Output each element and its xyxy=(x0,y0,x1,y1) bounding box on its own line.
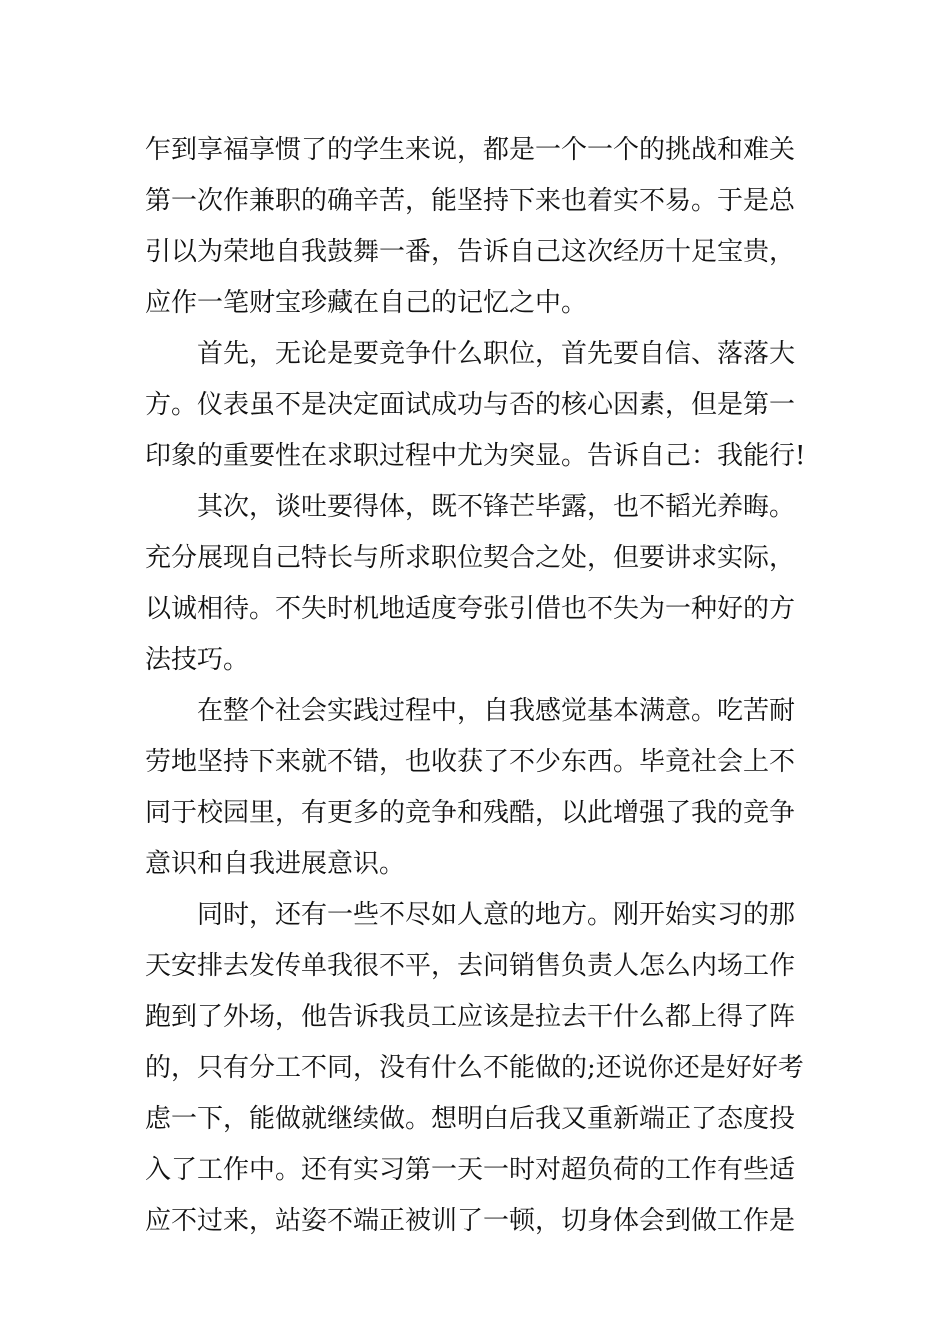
text-line: 的，只有分工不同，没有什么不能做的;还说你还是好好考 xyxy=(145,1053,804,1083)
text-line: 入了工作中。还有实习第一天一时对超负荷的工作有些适 xyxy=(145,1155,796,1185)
text-line: 印象的重要性在求职过程中尤为突显。告诉自己：我能行! xyxy=(145,441,806,471)
text-line: 法技巧。 xyxy=(145,645,250,675)
paragraph-first-line: 首先，无论是要竞争什么职位，首先要自信、落落大 xyxy=(197,339,796,369)
text-line: 意识和自我进展意识。 xyxy=(145,849,406,879)
paragraph-first-line: 同时，还有一些不尽如人意的地方。刚开始实习的那 xyxy=(197,900,796,930)
text-line: 同于校园里，有更多的竞争和残酷，以此增强了我的竞争 xyxy=(145,798,796,828)
text-line: 第一次作兼职的确辛苦，能坚持下来也着实不易。于是总 xyxy=(145,186,796,216)
text-line: 劳地坚持下来就不错，也收获了不少东西。毕竟社会上不 xyxy=(145,747,796,777)
text-line: 应不过来，站姿不端正被训了一顿，切身体会到做工作是 xyxy=(145,1206,796,1236)
paragraph-first-line: 在整个社会实践过程中，自我感觉基本满意。吃苦耐 xyxy=(197,696,796,726)
text-line: 方。仪表虽不是决定面试成功与否的核心因素，但是第一 xyxy=(145,390,796,420)
text-line: 充分展现自己特长与所求职位契合之处，但要讲求实际， xyxy=(145,543,796,573)
text-line: 乍到享福享惯了的学生来说，都是一个一个的挑战和难关 xyxy=(145,135,796,165)
text-line: 引以为荣地自我鼓舞一番，告诉自己这次经历十足宝贵， xyxy=(145,237,796,267)
text-line: 以诚相待。不失时机地适度夸张引借也不失为一种好的方 xyxy=(145,594,796,624)
paragraph-first-line: 其次，谈吐要得体，既不锋芒毕露，也不韬光养晦。 xyxy=(197,492,796,522)
text-line: 应作一笔财宝珍藏在自己的记忆之中。 xyxy=(145,288,588,318)
text-line: 跑到了外场，他告诉我员工应该是拉去干什么都上得了阵 xyxy=(145,1002,796,1032)
text-line: 天安排去发传单我很不平，去问销售负责人怎么内场工作 xyxy=(145,951,796,981)
text-line: 虑一下，能做就继续做。想明白后我又重新端正了态度投 xyxy=(145,1104,796,1134)
